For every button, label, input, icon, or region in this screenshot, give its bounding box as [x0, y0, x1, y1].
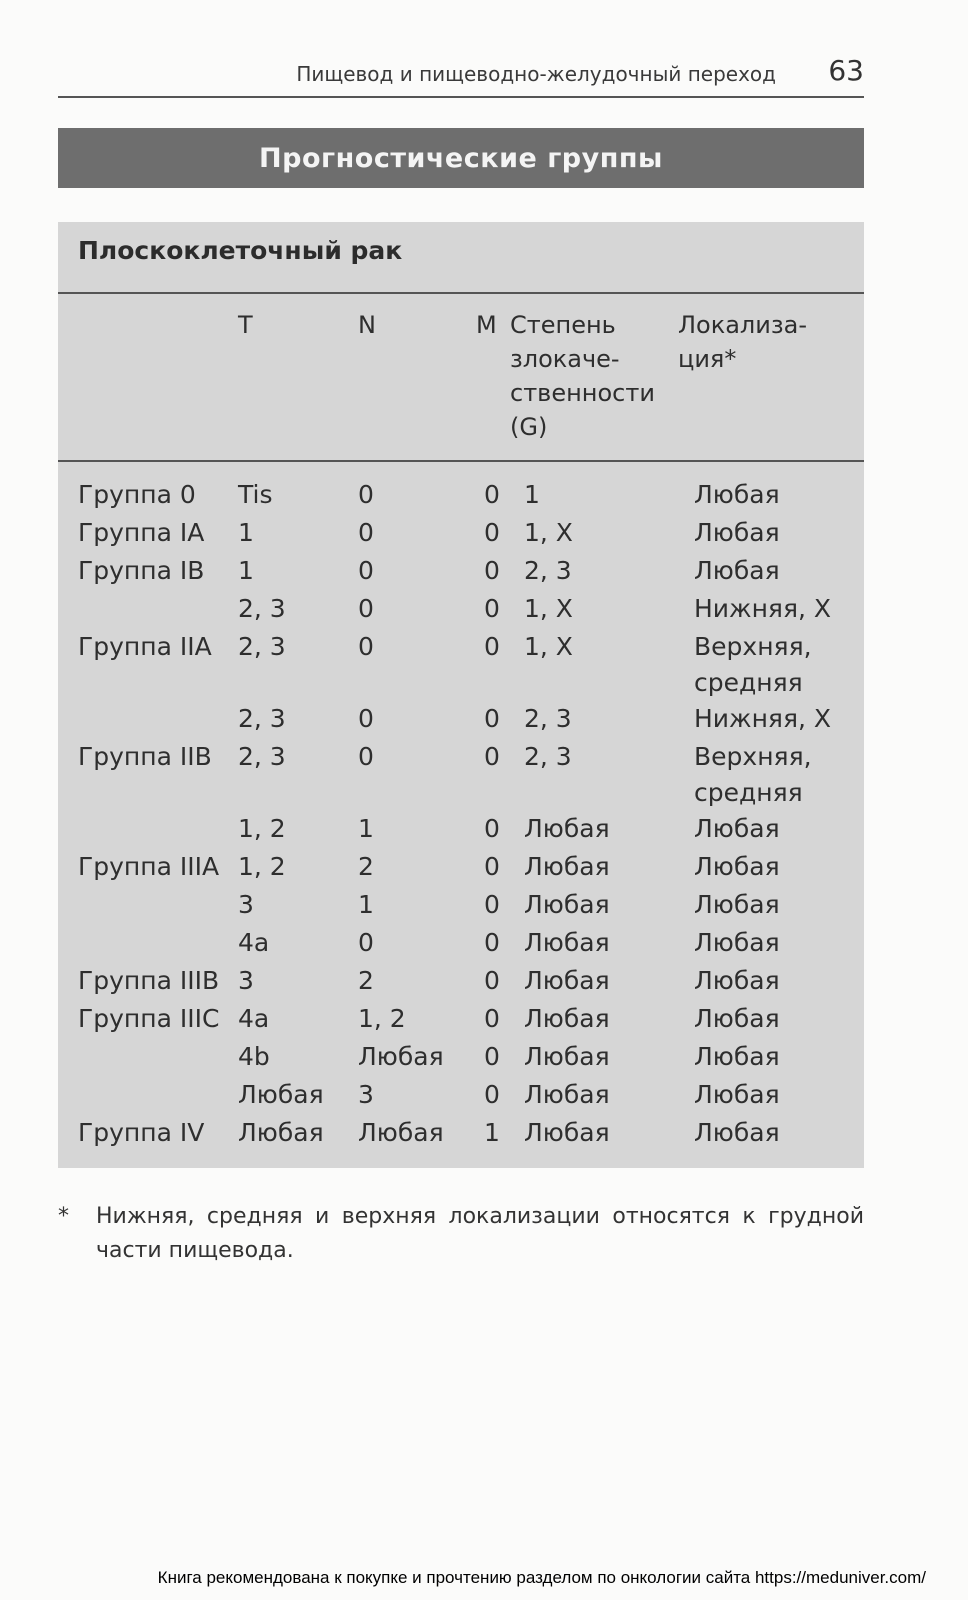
table-row [58, 887, 864, 925]
row-n: 0 [358, 480, 374, 509]
table-title: Плоскоклеточный рак [78, 236, 403, 265]
staging-table [58, 222, 864, 1168]
table-row [58, 1077, 864, 1115]
row-m: 0 [484, 704, 500, 733]
row-grade: Любая [524, 852, 610, 881]
row-location: Нижняя, X [694, 594, 832, 623]
section-banner [58, 128, 864, 188]
row-group: Группа IIA [78, 632, 212, 661]
row-grade: 2, 3 [524, 704, 572, 733]
row-n: 0 [358, 704, 374, 733]
row-t: 1 [238, 556, 254, 585]
table-row [58, 1115, 864, 1153]
table-row [58, 963, 864, 1001]
row-location: Нижняя, X [694, 704, 832, 733]
row-m: 0 [484, 1004, 500, 1033]
row-t: 4b [238, 1042, 270, 1071]
row-n: 0 [358, 928, 374, 957]
row-location: Любая [694, 1004, 780, 1033]
column-header-t: T [238, 311, 253, 339]
footnote-marker: * [58, 1204, 69, 1229]
row-location: Любая [694, 852, 780, 881]
table-row [58, 1001, 864, 1039]
row-n: 3 [358, 1080, 374, 1109]
table-row [58, 553, 864, 591]
row-t: 1 [238, 518, 254, 547]
site-recommendation: Книга рекомендована к покупке и прочтению разделом по онкологии сайта https://meduniver.com/ [157, 1568, 926, 1587]
row-t: 2, 3 [238, 594, 286, 623]
footnote-text: Нижняя, средняя и верхняя локализации относятся к грудной части пищевода. [96, 1204, 864, 1263]
row-grade: 1 [524, 480, 540, 509]
row-m: 0 [484, 966, 500, 995]
row-m: 0 [484, 814, 500, 843]
row-n: 0 [358, 742, 374, 771]
row-n: 2 [358, 852, 374, 881]
page-number: 63 [828, 54, 864, 87]
row-n: 0 [358, 518, 374, 547]
row-t: 4a [238, 928, 270, 957]
row-grade: Любая [524, 1118, 610, 1147]
row-t: 3 [238, 966, 254, 995]
running-header [58, 50, 864, 98]
row-group: Группа IIB [78, 742, 212, 771]
row-group: Группа IB [78, 556, 205, 585]
row-n: 2 [358, 966, 374, 995]
row-group: Группа 0 [78, 480, 196, 509]
row-group: Группа IV [78, 1118, 205, 1147]
row-m: 0 [484, 890, 500, 919]
table-row [58, 849, 864, 887]
row-t: 2, 3 [238, 704, 286, 733]
row-m: 0 [484, 928, 500, 957]
row-location: Любая [694, 1080, 780, 1109]
row-grade: Любая [524, 928, 610, 957]
row-location: Любая [694, 1042, 780, 1071]
row-group: Группа IIIB [78, 966, 220, 995]
row-t: 2, 3 [238, 632, 286, 661]
row-location: Верхняя, средняя [694, 742, 812, 807]
row-group: Группа IIIC [78, 1004, 220, 1033]
row-location: Любая [694, 556, 780, 585]
row-grade: 2, 3 [524, 556, 572, 585]
table-body [58, 477, 864, 1153]
row-n: 0 [358, 632, 374, 661]
table-row [58, 629, 864, 701]
row-n: Любая [358, 1042, 444, 1071]
row-grade: Любая [524, 1080, 610, 1109]
row-t: 4a [238, 1004, 270, 1033]
column-header-n: N [358, 311, 376, 339]
row-m: 0 [484, 852, 500, 881]
row-location: Любая [694, 814, 780, 843]
row-m: 0 [484, 742, 500, 771]
row-n: Любая [358, 1118, 444, 1147]
row-m: 0 [484, 1042, 500, 1071]
row-m: 0 [484, 480, 500, 509]
row-grade: 1, X [524, 632, 573, 661]
table-row [58, 925, 864, 963]
row-location: Любая [694, 518, 780, 547]
row-n: 1 [358, 814, 374, 843]
row-group: Группа IIIA [78, 852, 220, 881]
table-row [58, 591, 864, 629]
row-m: 0 [484, 556, 500, 585]
row-m: 0 [484, 1080, 500, 1109]
table-row [58, 739, 864, 811]
row-location: Любая [694, 890, 780, 919]
row-t: 1, 2 [238, 852, 286, 881]
row-location: Любая [694, 1118, 780, 1147]
column-header-m: M [476, 311, 497, 339]
row-m: 0 [484, 632, 500, 661]
row-m: 0 [484, 594, 500, 623]
table-row [58, 701, 864, 739]
table-row [58, 477, 864, 515]
row-grade: Любая [524, 966, 610, 995]
row-location: Любая [694, 966, 780, 995]
row-n: 0 [358, 594, 374, 623]
table-top-rule [58, 292, 864, 294]
row-m: 1 [484, 1118, 500, 1147]
row-grade: 1, X [524, 594, 573, 623]
row-grade: Любая [524, 1042, 610, 1071]
table-row [58, 515, 864, 553]
column-header-location: Локализа- ция* [678, 311, 807, 373]
row-t: 3 [238, 890, 254, 919]
row-n: 0 [358, 556, 374, 585]
row-grade: Любая [524, 1004, 610, 1033]
row-t: Любая [238, 1118, 324, 1147]
row-grade: Любая [524, 814, 610, 843]
row-n: 1, 2 [358, 1004, 406, 1033]
row-t: 1, 2 [238, 814, 286, 843]
column-header-grade: Степень злокаче- ственности (G) [510, 311, 655, 441]
row-grade: 1, X [524, 518, 573, 547]
row-grade: 2, 3 [524, 742, 572, 771]
row-t: Любая [238, 1080, 324, 1109]
table-row [58, 811, 864, 849]
row-grade: Любая [524, 890, 610, 919]
table-header-rule [58, 460, 864, 462]
running-title: Пищевод и пищеводно-желудочный переход [296, 62, 776, 86]
row-t: 2, 3 [238, 742, 286, 771]
row-n: 1 [358, 890, 374, 919]
row-t: Tis [238, 480, 273, 509]
section-title: Прогностические группы [259, 142, 663, 174]
row-location: Любая [694, 928, 780, 957]
row-m: 0 [484, 518, 500, 547]
row-location: Верхняя, средняя [694, 632, 812, 697]
row-location: Любая [694, 480, 780, 509]
row-group: Группа IA [78, 518, 205, 547]
table-row [58, 1039, 864, 1077]
